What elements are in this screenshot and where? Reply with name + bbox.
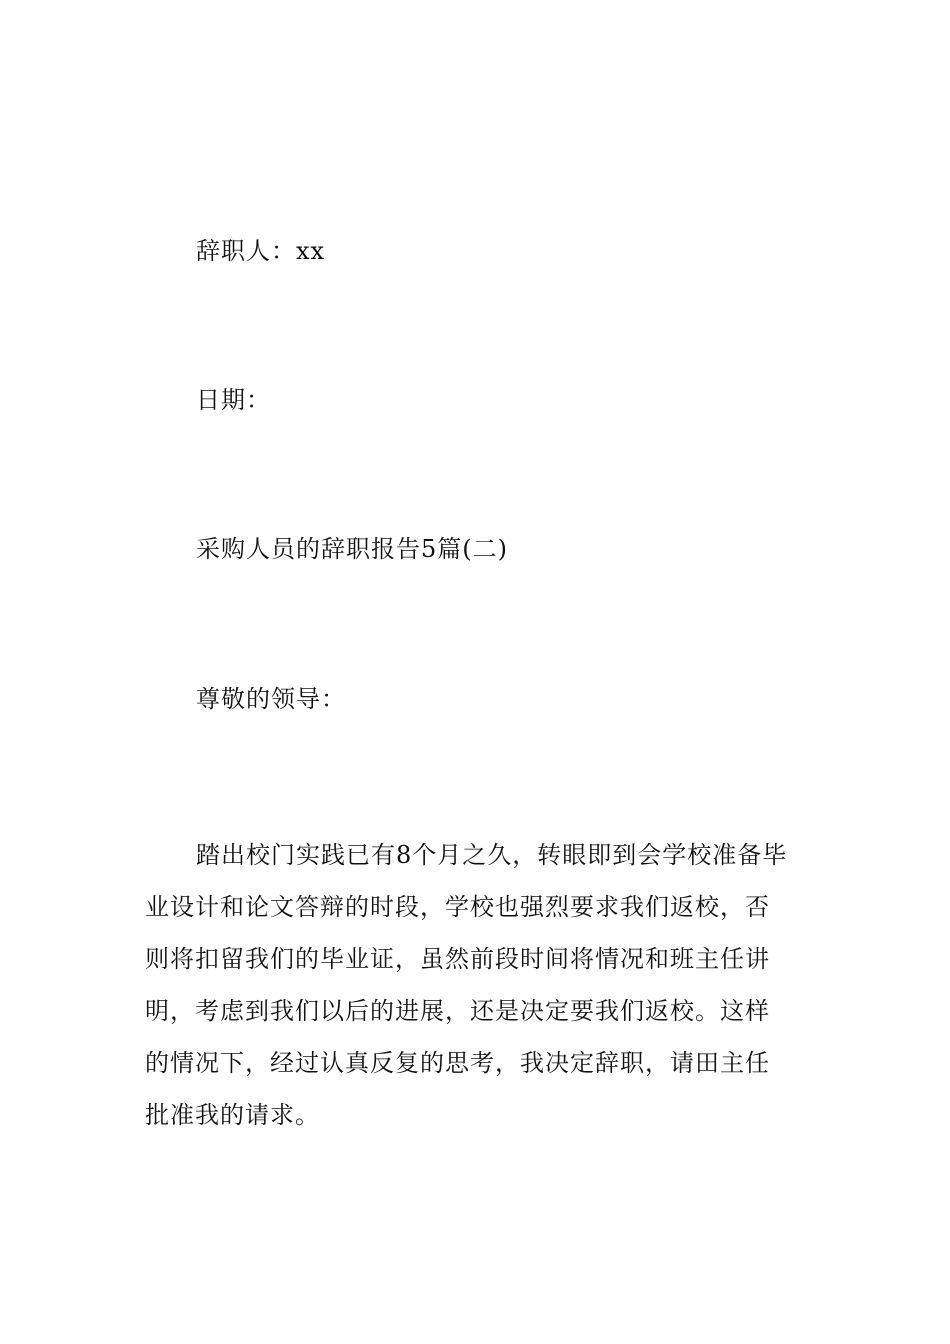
section-heading: 采购人员的辞职报告5篇(二) xyxy=(196,535,508,563)
paragraph-line: 明，考虑到我们以后的进展，还是决定要我们返校。这样 xyxy=(145,997,770,1025)
paragraph-line: 踏出校门实践已有8个月之久，转眼即到会学校准备毕 xyxy=(196,841,788,869)
paragraph-line: 批准我的请求。 xyxy=(145,1101,320,1129)
paragraph-line: 业设计和论文答辩的时段，学校也强烈要求我们返校，否 xyxy=(145,893,770,921)
signer-line: 辞职人：xx xyxy=(196,237,326,265)
body-paragraph xyxy=(145,829,810,1141)
paragraph-line: 则将扣留我们的毕业证，虽然前段时间将情况和班主任讲 xyxy=(145,945,770,973)
date-line: 日期： xyxy=(196,386,271,414)
paragraph-line: 的情况下，经过认真反复的思考，我决定辞职，请田主任 xyxy=(145,1049,770,1077)
salutation: 尊敬的领导： xyxy=(196,685,346,713)
